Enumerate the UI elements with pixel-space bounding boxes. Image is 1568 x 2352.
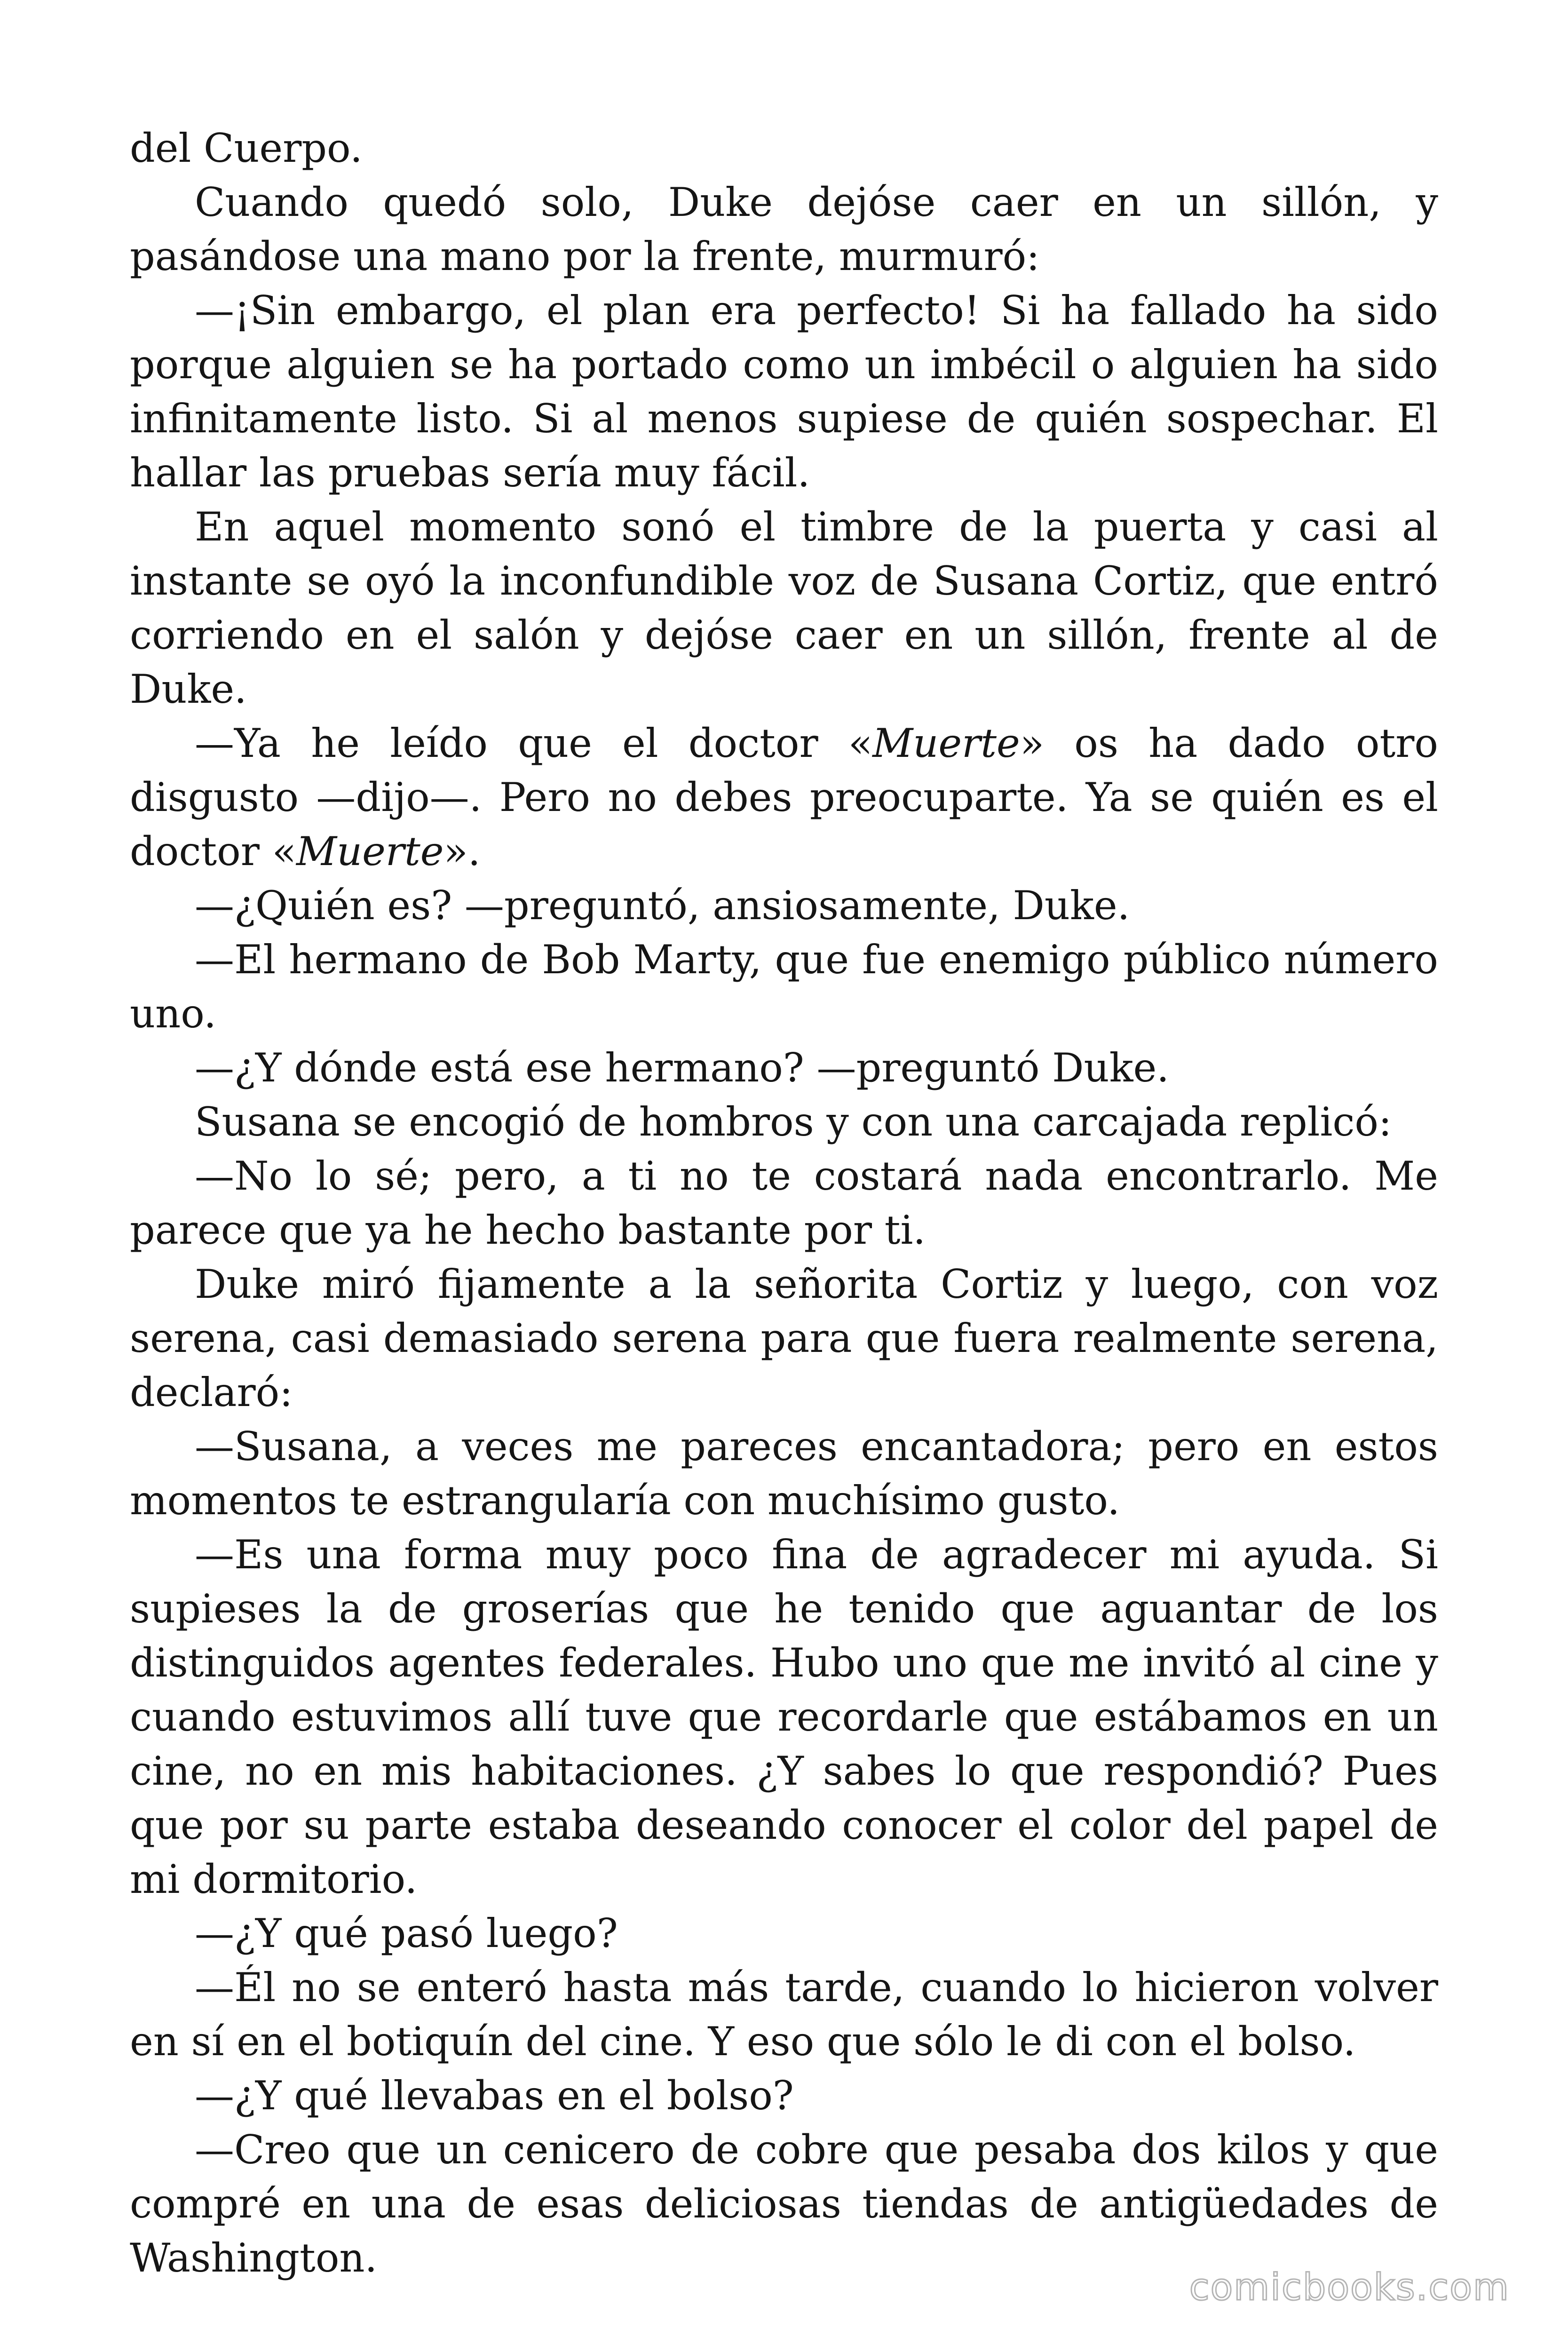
text-run: —Él no se enteró hasta más tarde, cuando lo hicieron volver en sí en el botiquín del cine. Y eso que sólo le di con el bolso. <box>130 1964 1438 2065</box>
text-run: » os ha dado otro disgusto —dijo—. Pero no debes preocuparte. Ya se quién es el doctor « <box>130 720 1438 874</box>
paragraph <box>130 1907 1438 1961</box>
paragraph <box>130 1041 1438 1095</box>
text-run: En aquel momento sonó el timbre de la puerta y casi al instante se oyó la inconfundible voz de Susana Cortiz, que entró corriendo en el salón y dejóse caer en un sillón, frente al de Duke. <box>130 504 1438 712</box>
paragraph <box>130 2123 1438 2285</box>
book-page-text <box>130 121 1438 2285</box>
paragraph <box>130 1149 1438 1257</box>
text-run: —¿Y qué pasó luego? <box>195 1910 618 1956</box>
text-run: —¿Quién es? —preguntó, ansiosamente, Duke. <box>195 882 1130 929</box>
paragraph <box>130 1257 1438 1420</box>
paragraph <box>130 284 1438 500</box>
paragraph <box>130 933 1438 1041</box>
text-run: —¡Sin embargo, el plan era perfecto! Si ha fallado ha sido porque alguien se ha portado como un imbécil o alguien ha sido infinitamente listo. Si al menos supiese de quién sospechar. El hallar las pruebas sería muy fácil. <box>130 287 1438 496</box>
paragraph <box>130 1095 1438 1149</box>
paragraph <box>130 500 1438 716</box>
text-run: —Susana, a veces me pareces encantadora; pero en estos momentos te estrangularía con muchísimo gusto. <box>130 1423 1438 1524</box>
text-run: —¿Y qué llevabas en el bolso? <box>195 2073 794 2119</box>
watermark: comicbooks.com <box>1189 2266 1510 2309</box>
text-run: —Es una forma muy poco fina de agradecer mi ayuda. Si supieses la de groserías que he tenido que aguantar de los distinguidos agentes federales. Hubo uno que me invitó al cine y cuando estuvimos allí tuve que recordarle que estábamos en un cine, no en mis habitaciones. ¿Y sabes lo que respondió? Pues que por su parte estaba deseando conocer el color del papel de mi dormitorio. <box>130 1532 1438 1902</box>
text-run: —No lo sé; pero, a ti no te costará nada encontrarlo. Me parece que ya he hecho bastante por ti. <box>130 1153 1438 1253</box>
text-run: Susana se encogió de hombros y con una carcajada replicó: <box>195 1099 1392 1145</box>
paragraph <box>130 175 1438 284</box>
text-run: —Creo que un cenicero de cobre que pesaba dos kilos y que compré en una de esas deliciosas tiendas de antigüedades de Washington. <box>130 2127 1438 2281</box>
text-run: ». <box>443 828 481 874</box>
paragraph <box>130 716 1438 879</box>
italic-text: Muerte <box>872 720 1020 766</box>
text-run: —¿Y dónde está ese hermano? —preguntó Duke. <box>195 1045 1169 1091</box>
italic-text: Muerte <box>296 828 444 874</box>
text-run: del Cuerpo. <box>130 125 363 171</box>
text-run: Cuando quedó solo, Duke dejóse caer en un sillón, y pasándose una mano por la frente, murmuró: <box>130 179 1438 279</box>
paragraph <box>130 879 1438 933</box>
paragraph <box>130 1528 1438 1907</box>
text-run: Duke miró fijamente a la señorita Cortiz y luego, con voz serena, casi demasiado serena para que fuera realmente serena, declaró: <box>130 1261 1438 1415</box>
text-run: —El hermano de Bob Marty, que fue enemigo público número uno. <box>130 937 1438 1037</box>
paragraph <box>130 1961 1438 2069</box>
text-run: —Ya he leído que el doctor « <box>195 720 873 766</box>
paragraph <box>130 1420 1438 1528</box>
paragraph <box>130 2069 1438 2123</box>
paragraph <box>130 121 1438 175</box>
